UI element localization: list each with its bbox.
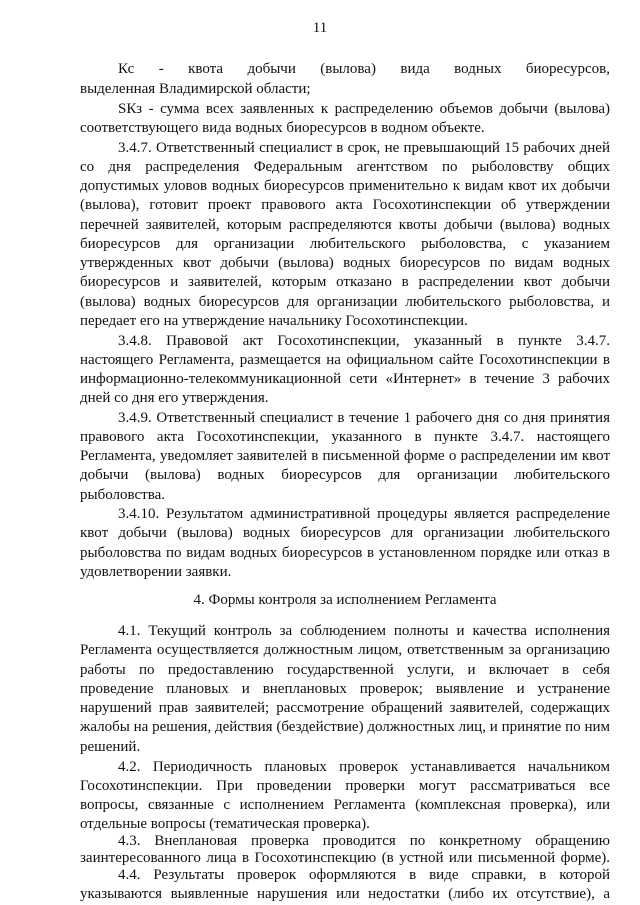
text-line: информационно-телекоммуникационной сети «Интернет» в течение 3 рабочих — [80, 371, 610, 387]
text-line: 4.2. Периодичность плановых проверок устанавливается начальником — [118, 759, 610, 775]
text-line: проведение плановых и внеплановых проверок; выявление и устранение — [80, 681, 610, 697]
text-line: рыболовства. — [80, 487, 165, 503]
text-line: Госохотинспекции. При проведении проверки могут рассматриваться все — [80, 778, 610, 794]
text-line: добычи (вылова) водных биоресурсов для организации любительского — [80, 467, 610, 483]
text-line: передает его на утверждение начальнику Госохотинспекции. — [80, 313, 468, 329]
page-number: 11 — [312, 20, 328, 36]
text-line: нарушений прав заявителей; рассмотрение обращений заявителей, содержащих — [80, 700, 610, 716]
text-line: решений. — [80, 739, 141, 755]
text-line: удовлетворении заявки. — [80, 564, 232, 580]
text-line: 4.4. Результаты проверок оформляются в виде справки, в которой — [118, 867, 610, 883]
text-line: отдельные вопросы (тематическая проверка). — [80, 816, 370, 832]
text-line: жалобы на решения, действия (бездействие) должностных лиц, и принятие по ним — [80, 719, 610, 735]
text-line: 3.4.10. Результатом административной процедуры является распределение — [118, 506, 610, 522]
text-line: допустимых уловов водных биоресурсов применительно к видам квот их добычи — [80, 178, 610, 194]
text-line: (вылова) водных биоресурсов для организации любительского рыболовства, и — [80, 294, 610, 310]
text-line: выделенная Владимирской области; — [80, 81, 311, 97]
text-line: 3.4.7. Ответственный специалист в срок, не превышающий 15 рабочих дней — [118, 140, 610, 156]
section-heading: 4. Формы контроля за исполнением Регламента — [193, 592, 497, 608]
text-line: соответствующего вида водных биоресурсов в водном объекте. — [80, 120, 485, 136]
text-line: Регламента осуществляется должностным лицом, ответственным за организацию — [80, 642, 610, 658]
text-line: квот добычи (вылова) водных биоресурсов для организации любительского — [80, 525, 610, 541]
text-line: вопросы, связанные с исполнением Регламента (комплексная проверка), или — [80, 797, 610, 813]
text-line: работы по предоставлению государственной услуги, и включает в себя — [80, 662, 610, 678]
text-line: (вылова), готовит проект правового акта Госохотинспекции об утверждении — [80, 197, 610, 213]
text-line: настоящего Регламента, размещается на официальном сайте Госохотинспекции в — [80, 352, 610, 368]
text-line: дней со дня его утверждения. — [80, 390, 269, 406]
text-line: указываются выявленные нарушения или недостатки (либо их отсутствие), а — [80, 886, 610, 902]
text-line: SКз - сумма всех заявленных к распределению объемов добычи (вылова) — [118, 101, 610, 117]
text-line: биоресурсов для организации любительского рыболовства, с указанием — [80, 236, 610, 252]
text-line: 3.4.9. Ответственный специалист в течение 1 рабочего дня со дня принятия — [118, 410, 610, 426]
text-line: биоресурсов и заявителей, которым отказано в распределении квот добычи — [80, 274, 610, 290]
text-line: Кс - квота добычи (вылова) вида водных биоресурсов, — [118, 61, 610, 77]
text-line: 4.1. Текущий контроль за соблюдением полноты и качества исполнения — [118, 623, 610, 639]
text-line: 4.3. Внеплановая проверка проводится по конкретному обращению — [118, 833, 610, 849]
text-line: заинтересованного лица в Госохотинспекцию (в устной или письменной форме). — [80, 850, 610, 866]
text-line: перечней заявителей, которым распределяются квоты добычи (вылова) водных — [80, 217, 610, 233]
text-line: утвержденных квот добычи (вылова) водных биоресурсов по видам водных — [80, 255, 610, 271]
text-line: правового акта Госохотинспекции, указанного в пункте 3.4.7. настоящего — [80, 429, 610, 445]
text-line: со дня распределения Федеральным агентством по рыболовству общих — [80, 159, 610, 175]
text-line: 3.4.8. Правовой акт Госохотинспекции, указанный в пункте 3.4.7. — [118, 333, 610, 349]
text-line: Регламента, уведомляет заявителей в письменной форме о распределении им квот — [80, 448, 610, 464]
text-line: рыболовства по видам водных биоресурсов в установленном порядке или отказ в — [80, 545, 610, 561]
